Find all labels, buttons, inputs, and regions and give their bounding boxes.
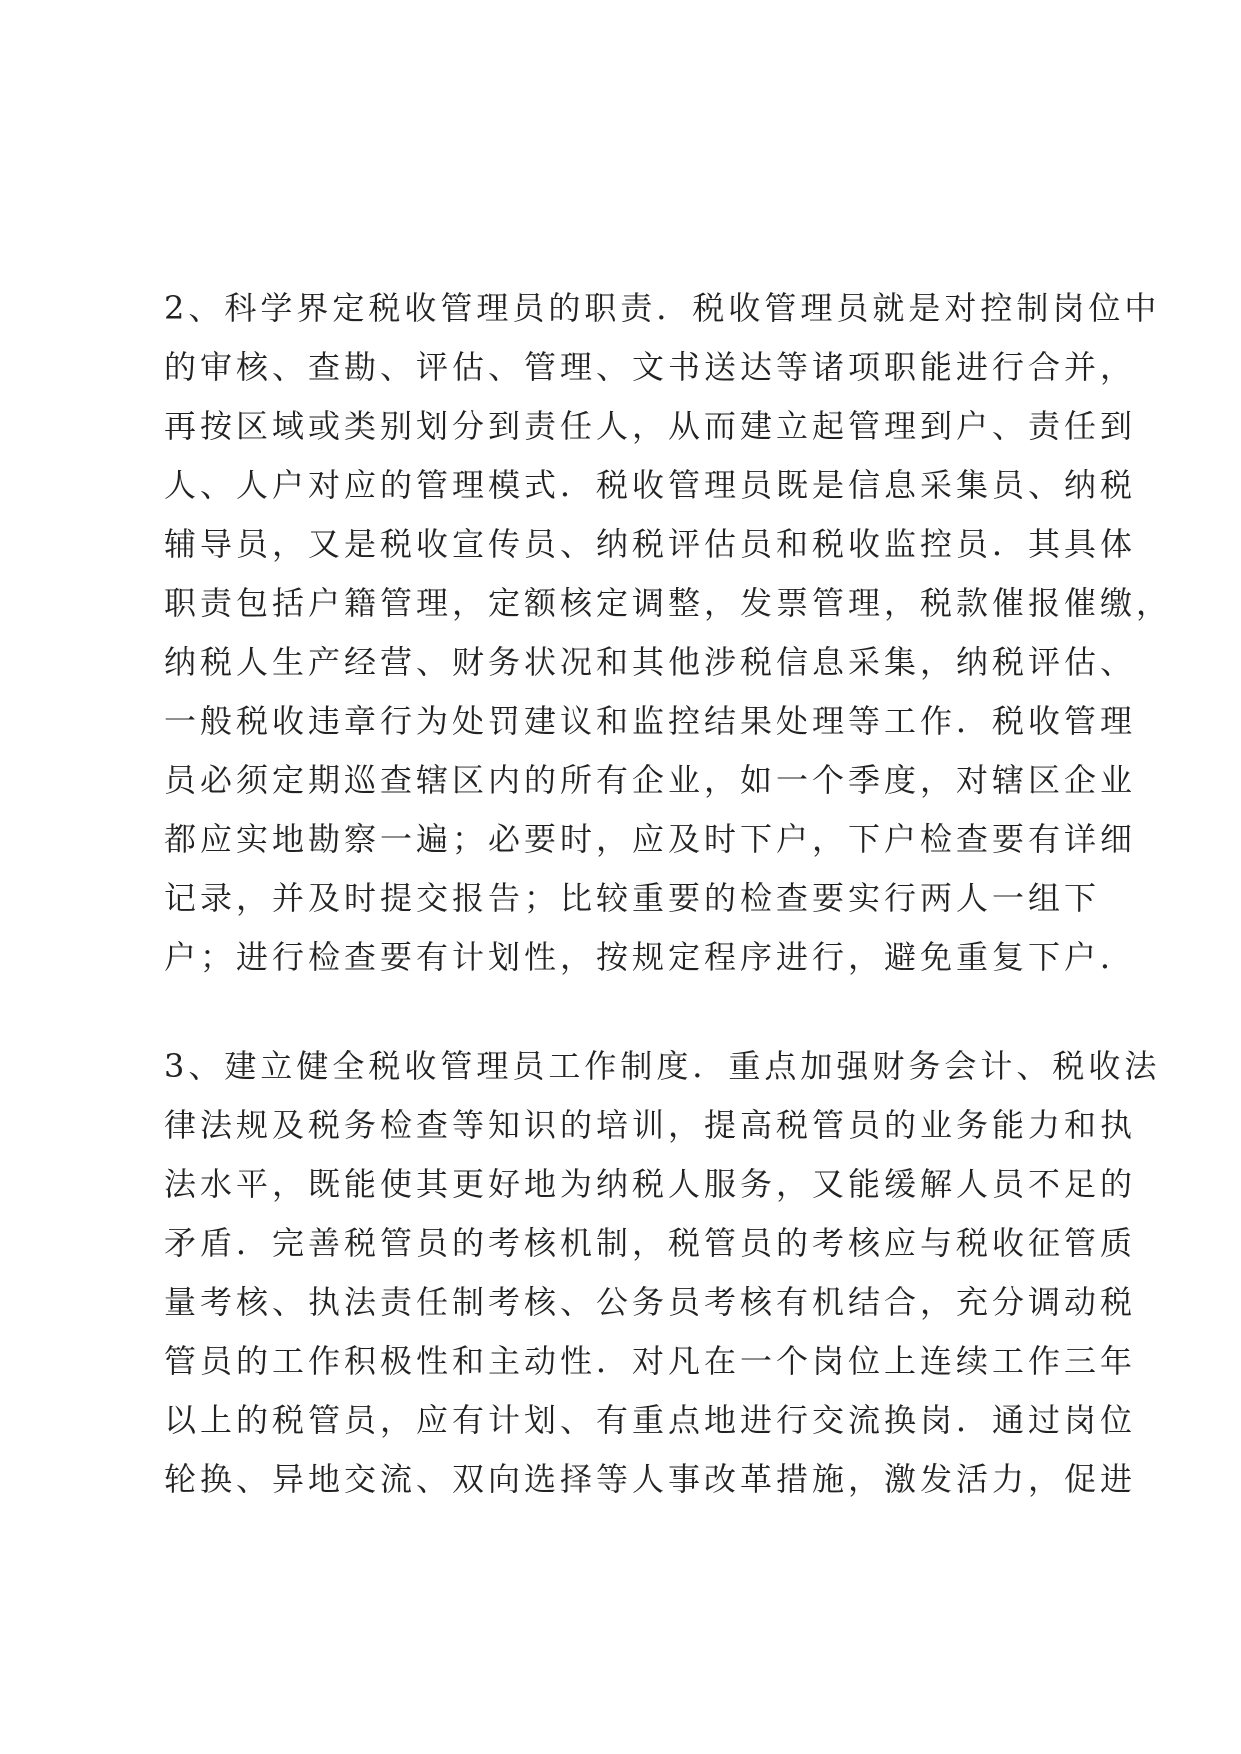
text-line: 户；进行检查要有计划性，按规定程序进行，避免重复下户． [164, 938, 1137, 976]
text-line: 3、建立健全税收管理员工作制度．重点加强财务会计、税收法 [164, 1047, 1161, 1085]
paragraph-2 [164, 279, 1173, 987]
paragraph-3 [164, 1037, 1161, 1509]
text-line: 都应实地勘察一遍；必要时，应及时下户，下户检查要有详细 [164, 820, 1137, 858]
text-line: 再按区域或类别划分到责任人，从而建立起管理到户、责任到 [164, 407, 1137, 445]
text-line: 量考核、执法责任制考核、公务员考核有机结合，充分调动税 [164, 1283, 1137, 1321]
text-line: 管员的工作积极性和主动性．对凡在一个岗位上连续工作三年 [164, 1342, 1137, 1380]
text-line: 记录，并及时提交报告；比较重要的检查要实行两人一组下 [164, 879, 1101, 917]
text-line: 律法规及税务检查等知识的培训，提高税管员的业务能力和执 [164, 1106, 1137, 1144]
text-line: 2、科学界定税收管理员的职责．税收管理员就是对控制岗位中 [164, 289, 1161, 327]
text-line: 纳税人生产经营、财务状况和其他涉税信息采集，纳税评估、 [164, 643, 1137, 681]
text-line: 的审核、查勘、评估、管理、文书送达等诸项职能进行合并， [164, 348, 1137, 386]
text-line: 一般税收违章行为处罚建议和监控结果处理等工作．税收管理 [164, 702, 1137, 740]
text-line: 人、人户对应的管理模式．税收管理员既是信息采集员、纳税 [164, 466, 1137, 504]
text-line: 矛盾．完善税管员的考核机制，税管员的考核应与税收征管质 [164, 1224, 1137, 1262]
text-line: 法水平，既能使其更好地为纳税人服务，又能缓解人员不足的 [164, 1165, 1137, 1203]
text-line: 员必须定期巡查辖区内的所有企业，如一个季度，对辖区企业 [164, 761, 1137, 799]
text-line: 辅导员，又是税收宣传员、纳税评估员和税收监控员．其具体 [164, 525, 1137, 563]
text-line: 职责包括户籍管理，定额核定调整，发票管理，税款催报催缴， [164, 584, 1173, 622]
text-line: 轮换、异地交流、双向选择等人事改革措施，激发活力，促进 [164, 1460, 1137, 1498]
text-line: 以上的税管员，应有计划、有重点地进行交流换岗．通过岗位 [164, 1401, 1137, 1439]
